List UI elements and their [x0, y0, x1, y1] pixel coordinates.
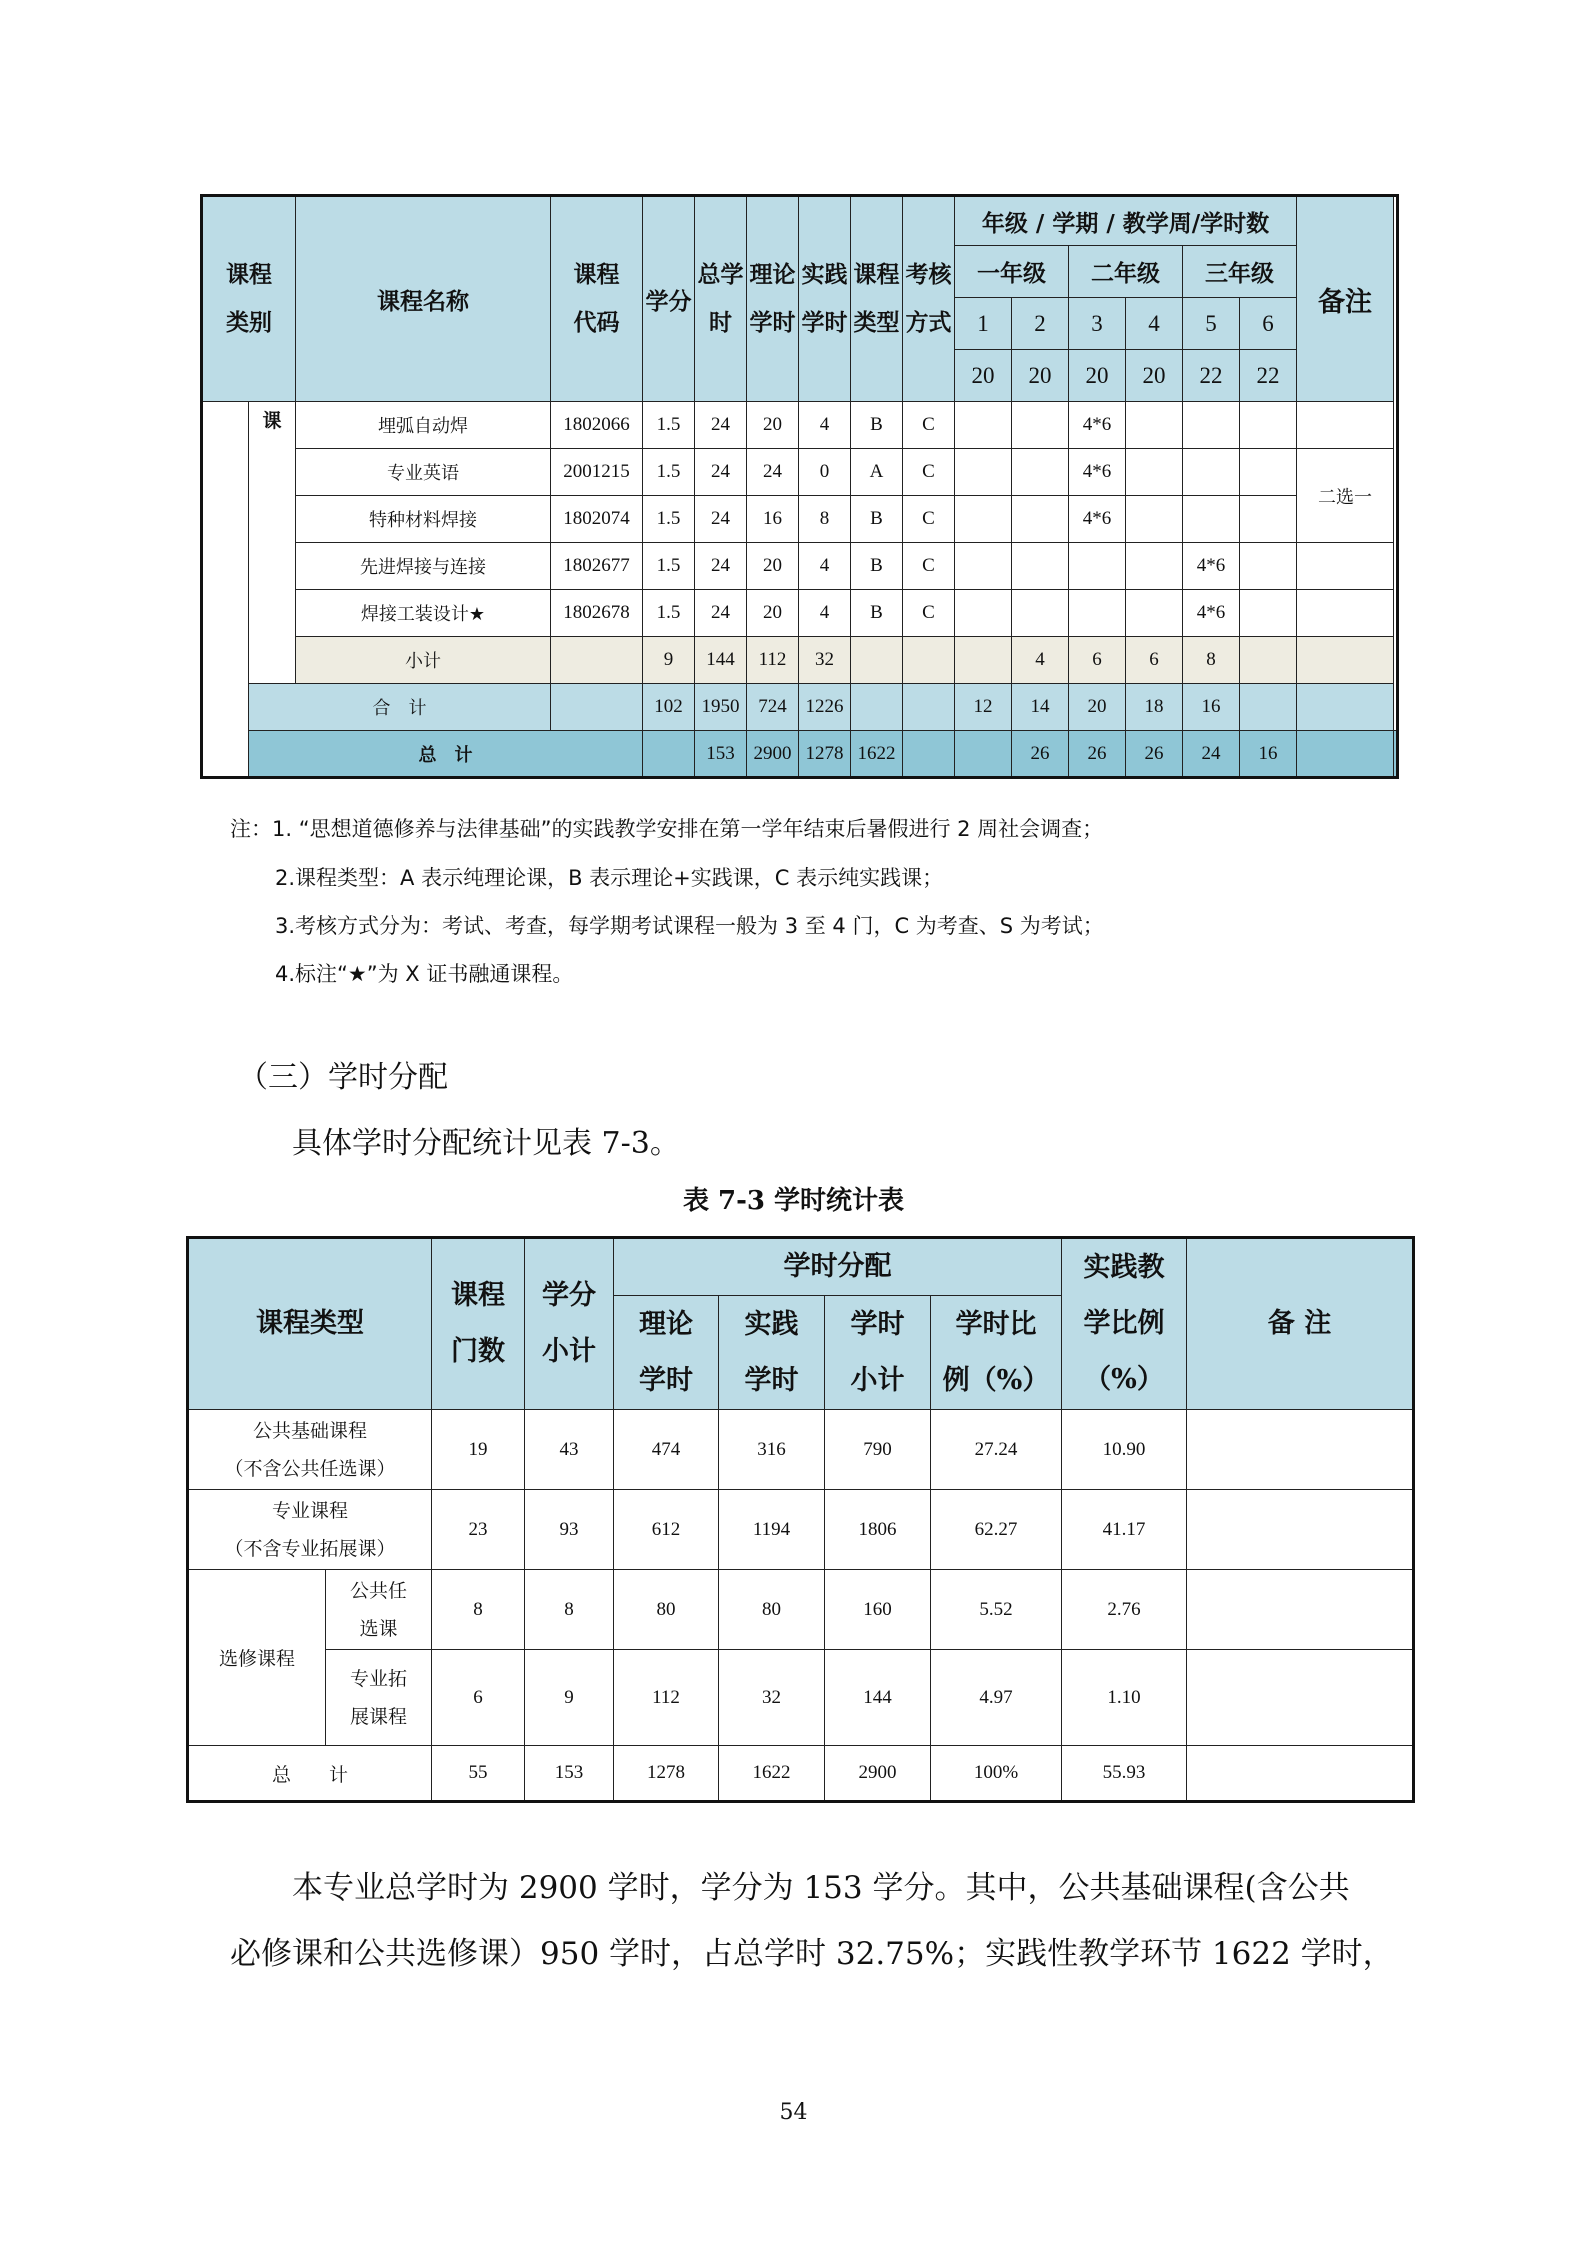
row-label: 专业课程 （不含专业拓展课） — [188, 1490, 432, 1570]
total-practice: 1622 — [719, 1746, 825, 1802]
row-remark — [1187, 1410, 1414, 1490]
row-subtotal: 790 — [825, 1410, 931, 1490]
header-credit: 学分 — [643, 196, 695, 402]
row-practice: 80 — [719, 1570, 825, 1650]
course-practice: 4 — [799, 402, 851, 449]
header-practice-ratio: 实践教 学比例 （%） — [1062, 1238, 1187, 1410]
course-practice: 4 — [799, 590, 851, 637]
row-practice-ratio: 2.76 — [1062, 1570, 1187, 1650]
sum-practice: 1226 — [799, 684, 851, 731]
total-remark — [1187, 1746, 1414, 1802]
course-name: 专业英语 — [296, 449, 551, 496]
course-term-3: 4*6 — [1069, 402, 1126, 449]
section-title: （三）学时分配 — [238, 1060, 448, 1095]
course-assess: C — [903, 496, 955, 543]
row-theory: 112 — [614, 1650, 719, 1746]
subtotal-label: 小计 — [296, 637, 551, 684]
body-line-1: 本专业总学时为 2900 学时，学分为 153 学分。其中，公共基础课程(含公共 — [292, 1870, 1350, 1906]
header-weeks: 20 — [955, 350, 1012, 402]
total-practice-ratio: 55.93 — [1062, 1746, 1187, 1802]
course-assess: C — [903, 449, 955, 496]
course-theory: 16 — [747, 496, 799, 543]
course-assess: C — [903, 402, 955, 449]
course-practice: 4 — [799, 543, 851, 590]
subtotal-term — [955, 637, 1012, 684]
note-1: 注：1. “思想道德修养与法律基础”的实践教学安排在第一学年结束后暑假进行 2 周社会调查； — [230, 817, 1104, 841]
table-row — [202, 449, 1398, 496]
category-outer-cell — [202, 402, 249, 778]
course-total: 24 — [695, 449, 747, 496]
grand-total: 2900 — [747, 731, 799, 778]
row-credit: 43 — [525, 1410, 614, 1490]
header-theory-hours: 理论 学时 — [747, 196, 799, 402]
row-ratio: 4.97 — [931, 1650, 1062, 1746]
course-type: B — [851, 543, 903, 590]
header-weeks: 22 — [1183, 350, 1240, 402]
sum-total: 1950 — [695, 684, 747, 731]
grand-practice: 1622 — [851, 731, 903, 778]
course-assess: C — [903, 543, 955, 590]
course-total: 24 — [695, 590, 747, 637]
row-label: 公共任 选课 — [326, 1570, 432, 1650]
header-course-name: 课程名称 — [296, 196, 551, 402]
table-caption: 表 7-3 学时统计表 — [682, 1186, 905, 1216]
header-weeks: 20 — [1126, 350, 1183, 402]
row-practice: 316 — [719, 1410, 825, 1490]
header-term: 2 — [1012, 298, 1069, 350]
row-theory: 612 — [614, 1490, 719, 1570]
course-term-5: 4*6 — [1183, 543, 1240, 590]
total-credit: 153 — [525, 1746, 614, 1802]
table-row — [188, 1490, 1414, 1570]
subtotal-row — [202, 637, 1398, 684]
header-course-code: 课程 代码 — [551, 196, 643, 402]
subtotal-term: 6 — [1126, 637, 1183, 684]
grand-term: 26 — [1012, 731, 1069, 778]
subtotal-term: 6 — [1069, 637, 1126, 684]
row-ratio: 5.52 — [931, 1570, 1062, 1650]
row-practice: 1194 — [719, 1490, 825, 1570]
subtotal-theory: 112 — [747, 637, 799, 684]
body-line-2: 必修课和公共选修课）950 学时，占总学时 32.75%；实践性教学环节 1622 学时， — [230, 1936, 1394, 1972]
header-course-count: 课程 门数 — [432, 1238, 525, 1410]
course-name: 特种材料焊接 — [296, 496, 551, 543]
grand-term: 16 — [1240, 731, 1297, 778]
row-remark — [1187, 1490, 1414, 1570]
table-row — [202, 590, 1398, 637]
course-term-3: 4*6 — [1069, 496, 1126, 543]
table-row — [202, 543, 1398, 590]
header-remark: 备 注 — [1187, 1238, 1414, 1410]
sum-credit: 102 — [643, 684, 695, 731]
sum-term: 18 — [1126, 684, 1183, 731]
grand-term: 24 — [1183, 731, 1240, 778]
course-theory: 20 — [747, 543, 799, 590]
grand-total-row — [202, 731, 1398, 778]
course-total: 24 — [695, 402, 747, 449]
course-term-3 — [1069, 543, 1126, 590]
header-term: 5 — [1183, 298, 1240, 350]
table-row — [202, 496, 1398, 543]
course-term-5 — [1183, 496, 1240, 543]
total-count: 55 — [432, 1746, 525, 1802]
header-category: 课程 类别 — [202, 196, 296, 402]
sum-term — [1240, 684, 1297, 731]
note-4: 4.标注“★”为 X 证书融通课程。 — [275, 962, 574, 986]
course-practice: 8 — [799, 496, 851, 543]
row-count: 23 — [432, 1490, 525, 1570]
course-code: 1802074 — [551, 496, 643, 543]
course-name: 先进焊接与连接 — [296, 543, 551, 590]
course-term-5: 4*6 — [1183, 590, 1240, 637]
row-credit: 9 — [525, 1650, 614, 1746]
course-code: 1802066 — [551, 402, 643, 449]
grand-term: 26 — [1069, 731, 1126, 778]
header-grade-title: 年级 / 学期 / 教学周/学时数 — [955, 196, 1297, 246]
course-code: 2001215 — [551, 449, 643, 496]
row-count: 19 — [432, 1410, 525, 1490]
header-grade-1: 一年级 — [955, 246, 1069, 298]
header-term: 6 — [1240, 298, 1297, 350]
subtotal-total: 144 — [695, 637, 747, 684]
row-theory: 474 — [614, 1410, 719, 1490]
sum-theory: 724 — [747, 684, 799, 731]
header-total-hours: 总学 时 — [695, 196, 747, 402]
course-remark — [1297, 543, 1394, 590]
total-label: 总 计 — [188, 1746, 432, 1802]
sum-term: 14 — [1012, 684, 1069, 731]
course-theory: 20 — [747, 402, 799, 449]
header-term: 3 — [1069, 298, 1126, 350]
course-credit: 1.5 — [643, 402, 695, 449]
course-credit: 1.5 — [643, 496, 695, 543]
subtotal-term — [1240, 637, 1297, 684]
course-total: 24 — [695, 496, 747, 543]
header-practice-hours: 实践 学时 — [799, 196, 851, 402]
row-credit: 93 — [525, 1490, 614, 1570]
header-course-type: 课程类型 — [188, 1238, 432, 1410]
course-term-3 — [1069, 590, 1126, 637]
note-2: 2.课程类型：A 表示纯理论课，B 表示理论+实践课，C 表示纯实践课； — [275, 866, 944, 890]
grand-term: 26 — [1126, 731, 1183, 778]
course-code: 1802678 — [551, 590, 643, 637]
row-remark — [1187, 1570, 1414, 1650]
course-practice: 0 — [799, 449, 851, 496]
row-practice-ratio: 1.10 — [1062, 1650, 1187, 1746]
header-hours-ratio: 学时比 例（%） — [931, 1296, 1062, 1410]
elective-label: 选修课程 — [188, 1570, 326, 1746]
course-code: 1802677 — [551, 543, 643, 590]
row-subtotal: 160 — [825, 1570, 931, 1650]
course-credit: 1.5 — [643, 543, 695, 590]
row-subtotal: 1806 — [825, 1490, 931, 1570]
course-credit: 1.5 — [643, 449, 695, 496]
course-theory: 24 — [747, 449, 799, 496]
header-weeks: 20 — [1012, 350, 1069, 402]
hours-statistics-table — [186, 1236, 1415, 1803]
row-ratio: 27.24 — [931, 1410, 1062, 1490]
row-practice: 32 — [719, 1650, 825, 1746]
course-term-3: 4*6 — [1069, 449, 1126, 496]
note-3: 3.考核方式分为：考试、考查，每学期考试课程一般为 3 至 4 门，C 为考查、S 为考试； — [275, 914, 1104, 938]
row-label: 专业拓 展课程 — [326, 1650, 432, 1746]
total-theory: 1278 — [614, 1746, 719, 1802]
grand-credit: 153 — [695, 731, 747, 778]
intro-paragraph: 具体学时分配统计见表 7-3。 — [292, 1126, 680, 1161]
grand-total-label: 总 计 — [249, 731, 643, 778]
course-type: A — [851, 449, 903, 496]
total-row — [188, 1746, 1414, 1802]
subtotal-practice: 32 — [799, 637, 851, 684]
row-label: 公共基础课程 （不含公共任选课） — [188, 1410, 432, 1490]
header-hours-subtotal: 学时 小计 — [825, 1296, 931, 1410]
row-subtotal: 144 — [825, 1650, 931, 1746]
header-weeks: 20 — [1069, 350, 1126, 402]
remark-choose-one: 二选一 — [1297, 449, 1394, 543]
sum-term: 20 — [1069, 684, 1126, 731]
table-row — [188, 1570, 1414, 1650]
header-assess: 考核 方式 — [903, 196, 955, 402]
header-practice: 实践 学时 — [719, 1296, 825, 1410]
course-remark — [1297, 590, 1394, 637]
table-row — [202, 402, 1398, 449]
course-credit: 1.5 — [643, 590, 695, 637]
total-ratio: 100% — [931, 1746, 1062, 1802]
row-practice-ratio: 41.17 — [1062, 1490, 1187, 1570]
course-type: B — [851, 590, 903, 637]
course-theory: 20 — [747, 590, 799, 637]
grand-theory: 1278 — [799, 731, 851, 778]
course-term-5 — [1183, 449, 1240, 496]
row-count: 6 — [432, 1650, 525, 1746]
table-row — [188, 1650, 1414, 1746]
header-remark: 备注 — [1297, 196, 1394, 402]
header-grade-2: 二年级 — [1069, 246, 1183, 298]
header-theory: 理论 学时 — [614, 1296, 719, 1410]
row-credit: 8 — [525, 1570, 614, 1650]
table-row — [188, 1410, 1414, 1490]
header-hours-alloc: 学时分配 — [614, 1238, 1062, 1296]
header-grade-3: 三年级 — [1183, 246, 1297, 298]
header-term: 1 — [955, 298, 1012, 350]
total-subtotal: 2900 — [825, 1746, 931, 1802]
course-term-5 — [1183, 402, 1240, 449]
course-schedule-table — [200, 194, 1399, 779]
category-fragment: 课 — [249, 402, 296, 684]
subtotal-term: 4 — [1012, 637, 1069, 684]
course-type: B — [851, 402, 903, 449]
header-credit-subtotal: 学分 小计 — [525, 1238, 614, 1410]
sum-label: 合 计 — [249, 684, 551, 731]
grand-term — [1297, 731, 1394, 778]
sum-term: 12 — [955, 684, 1012, 731]
sum-term: 16 — [1183, 684, 1240, 731]
course-name: 埋弧自动焊 — [296, 402, 551, 449]
header-term: 4 — [1126, 298, 1183, 350]
row-theory: 80 — [614, 1570, 719, 1650]
row-practice-ratio: 10.90 — [1062, 1410, 1187, 1490]
course-name: 焊接工装设计★ — [296, 590, 551, 637]
header-weeks: 22 — [1240, 350, 1297, 402]
course-type: B — [851, 496, 903, 543]
subtotal-credit: 9 — [643, 637, 695, 684]
course-assess: C — [903, 590, 955, 637]
row-ratio: 62.27 — [931, 1490, 1062, 1570]
page-number: 54 — [779, 2100, 808, 2125]
course-total: 24 — [695, 543, 747, 590]
row-remark — [1187, 1650, 1414, 1746]
subtotal-term: 8 — [1183, 637, 1240, 684]
sum-row — [202, 684, 1398, 731]
course-remark — [1297, 402, 1394, 449]
header-course-type: 课程 类型 — [851, 196, 903, 402]
row-count: 8 — [432, 1570, 525, 1650]
